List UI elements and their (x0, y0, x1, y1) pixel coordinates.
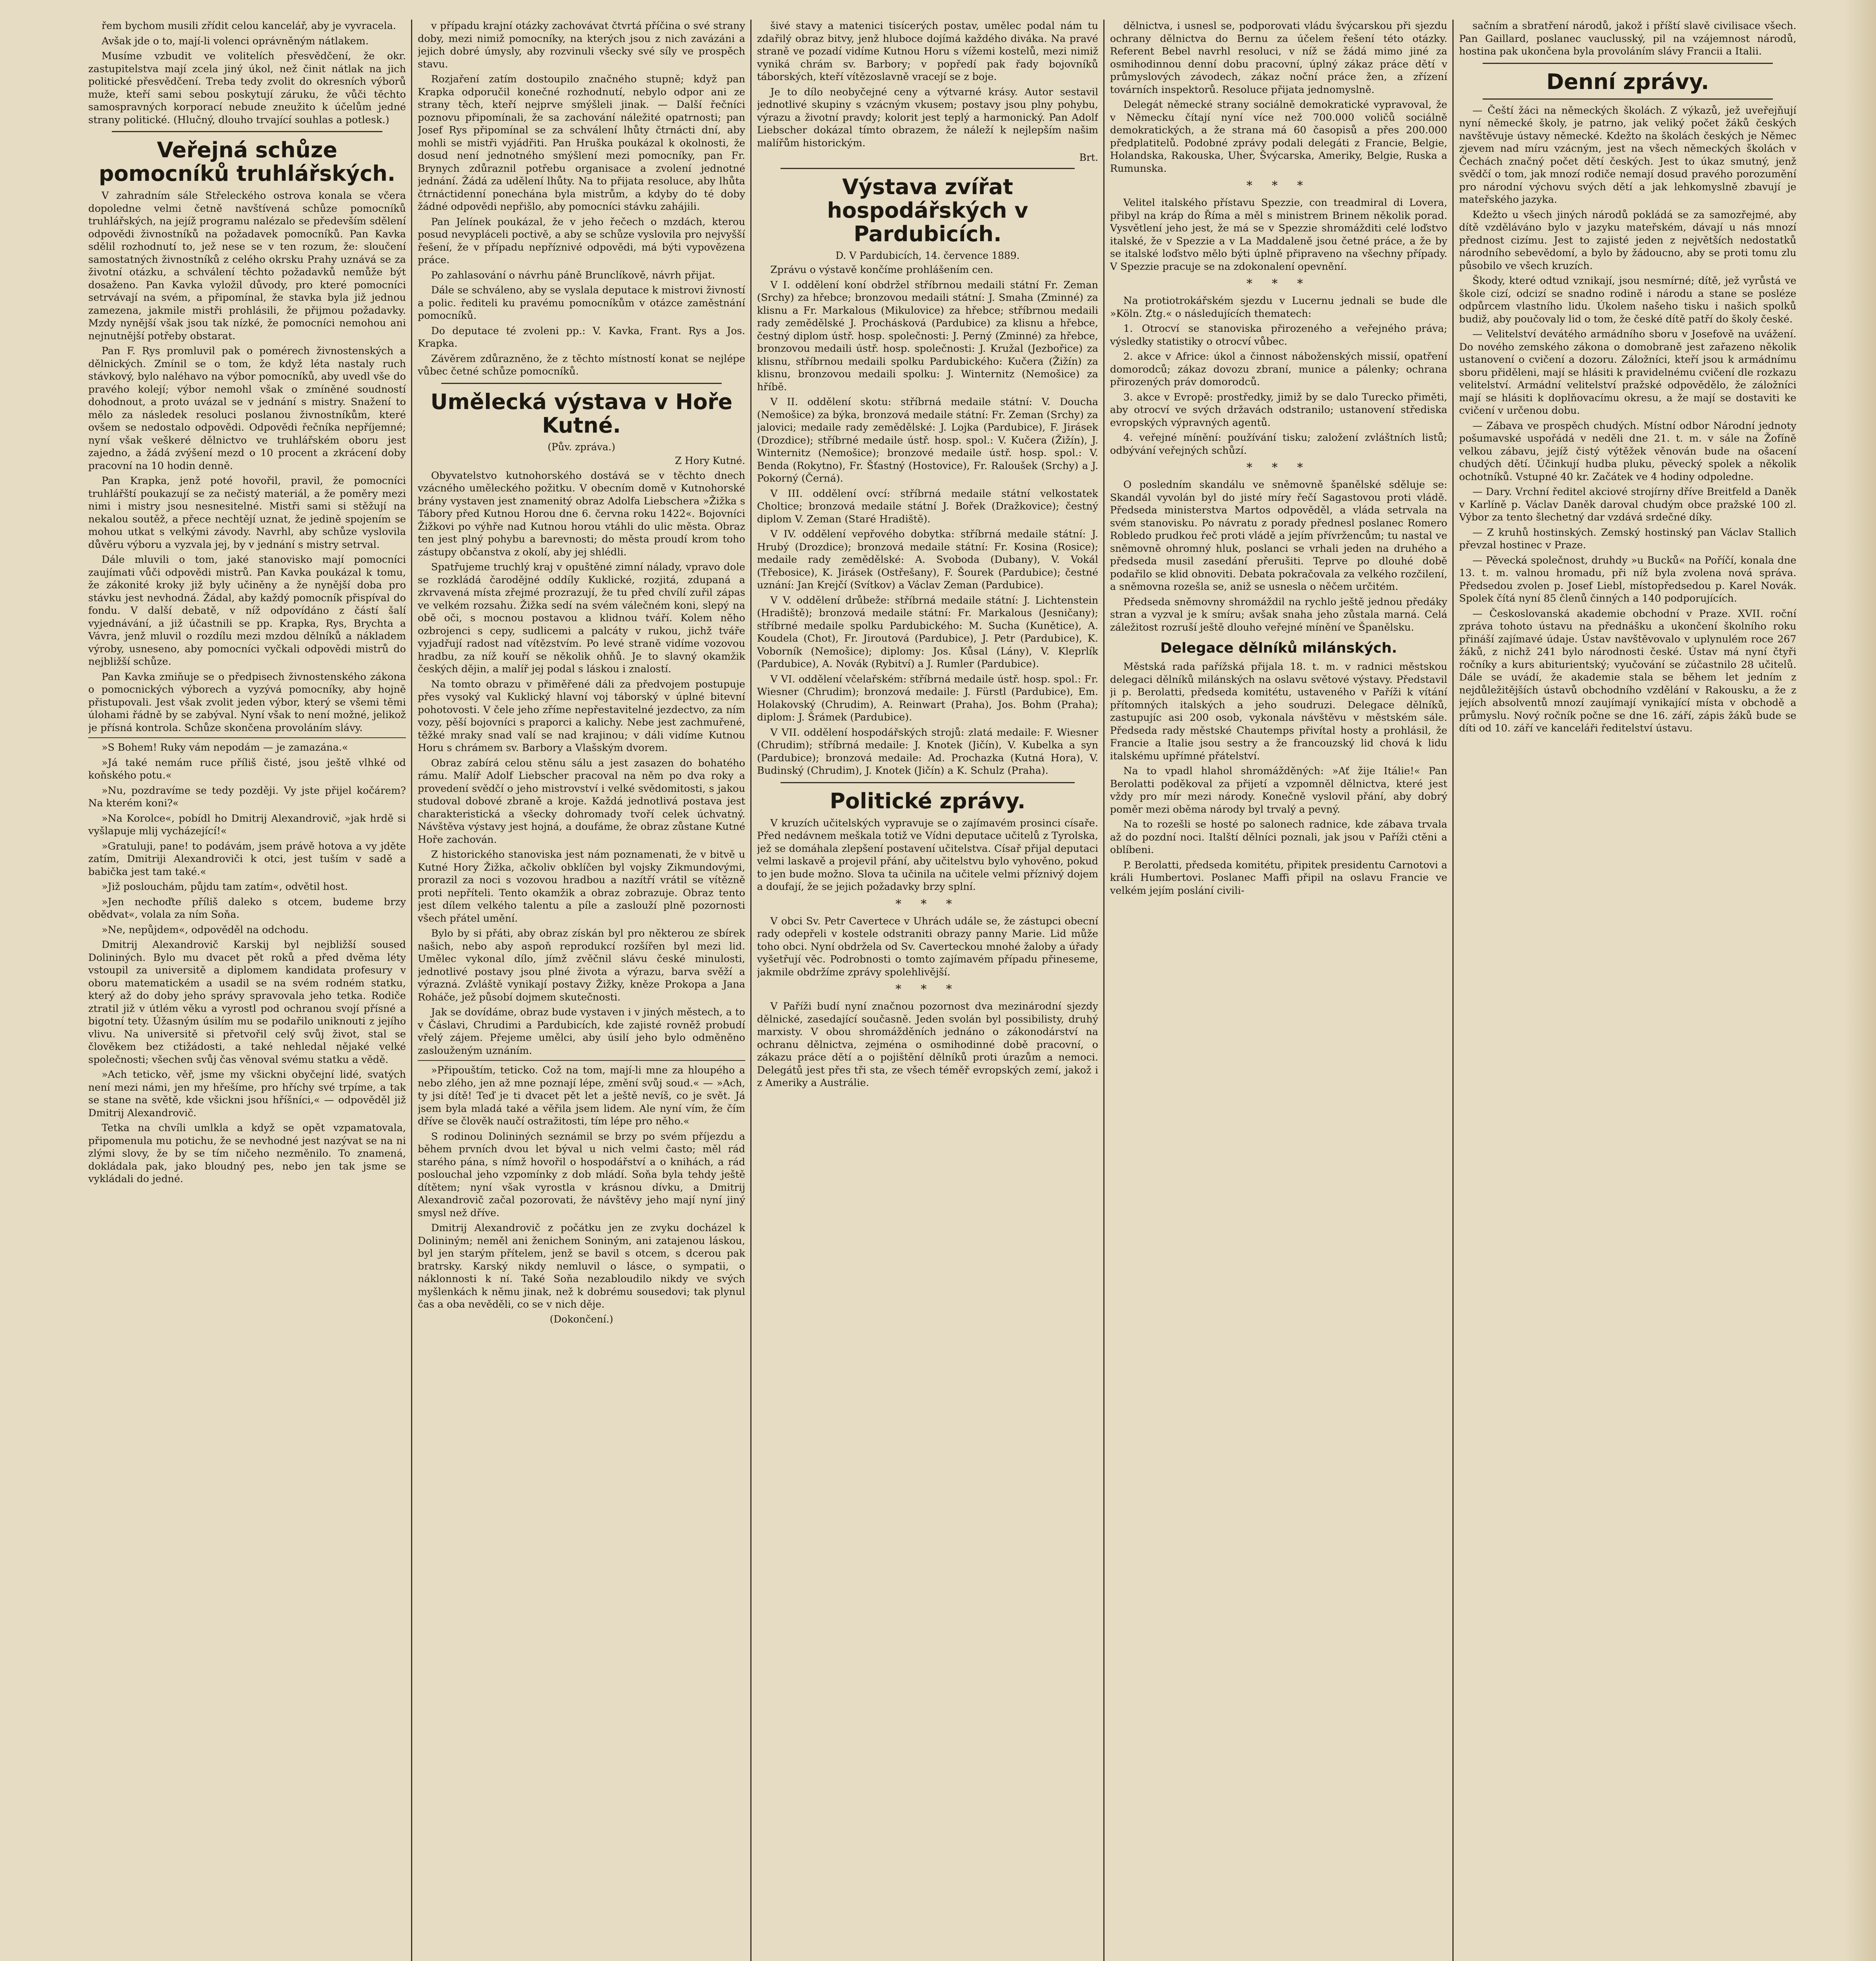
feuilleton-paragraph: »Jen nechoďte příliš daleko s otcem, budeme brzy obědvat«, volala za ním Soňa. (88, 896, 406, 920)
article-paragraph: Pan Kavka zmiňuje se o předpisech živnostenského zákona o pomocnických výborech a vyzývá pomocníky, aby hojně přistupovali. Jest však zvolit jeden výbor, který se všemi těmi úlohami řádně by se zabýval. Nyní však to není možné, jelikož je přísná kontrola. Schůze skončena provoláním slávy. (88, 671, 406, 734)
article-paragraph: Do deputace té zvoleni pp.: V. Kavka, Frant. Rys a Jos. Krapka. (418, 325, 745, 349)
feuilleton-paragraph: »Já také nemám ruce příliš čisté, jsou ještě vlhké od koňského potu.« (88, 757, 406, 781)
article-dateline: D. V Pardubicích, 14. července 1889. (835, 250, 1020, 261)
article-source-note: (Pův. zpráva.) (548, 441, 615, 453)
article-paragraph: Avšak jde o to, mají-li volenci oprávněným nátlakem. (102, 35, 369, 47)
article-paragraph: Je to dílo neobyčejné ceny a výtvarné krásy. Autor sestavil jednotlivé skupiny s vzácným vkusem; postavy jsou plny pohybu, výrazu a životní pravdy; kolorit jest teplý a harmonický. Pan Adolf Liebscher dokázal tímto obrazem, že náleží k nejlepším našim malířům historickým. (757, 86, 1098, 149)
list-item: 1. Otrocví se stanoviska přirozeného a veřejného práva; výsledky statistiky o otrocví vůbec. (1110, 323, 1447, 347)
article-paragraph: Dále se schváleno, aby se vyslala deputace k mistrovi živností a polic. řediteli ku pravému pomocníkům v otázce zaměstnání pomocníků. (418, 284, 745, 322)
article-headline: Delegace dělníků milánských. (1160, 640, 1397, 656)
article-paragraph: V obci Sv. Petr Cavertece v Uhrách udále se, že zástupci obecní rady odepřeli v kostele odstraniti obrazy panny Marie. Lid může toho obci. Nyní obdržela od Sv. Caverteckou mnohé žaloby a úřady vyšetřují věc. Podrobnosti o tomto zajímavém případu přineseme, jakmile obdržíme zprávy spolehlivější. (757, 915, 1098, 978)
feuilleton-paragraph: Dmitrij Alexandrovič Karskij byl nejbližší soused Dolininých. Bylo mu dvacet pět roků a před dvěma léty vstoupil za universitě a diplomem kandidata profesury v oboru matematickém a usadil se na svém rodném statku, který až do doby jeho správy spravovala jeho tetka. Rodiče ztratil již v útlém věku a vyrostl pod ochranou svojí přísné a bigotní tety. Úžasným úsilím mu se podařilo uniknouti z jejího vlivu. Na universitě si přetvořil celý svůj život, stal se člověkem bez ctižádosti, a také nehledal nějaké velké společnosti; všechen svůj čas věnoval svému statku a vědě. (88, 939, 406, 1066)
feuilleton-paragraph: S rodinou Dolininých seznámil se brzy po svém příjezdu a během prvních dvou let býval u nich velmi často; měl rád starého pána, s nímž hovořil o hospodářství a o knihách, a rád poslouchal jeho vzpomínky z dob mládí. Soňa byla tehdy ještě dítětem; nyní však vyrostla v krásnou dívku, a Dmitrij Alexandrovič začal pozorovati, že návštěvy jeho mají nyní jiný smysl než dříve. (418, 1130, 745, 1219)
feuilleton-paragraph: »Ne, nepůjdem«, odpověděl na odchodu. (102, 924, 309, 936)
list-item: 3. akce v Evropě: prostředky, jimiž by se dalo Turecko přiměti, aby otrocví ve svých državách odstranilo; ustanovení střediska evropských výpravných agentů. (1110, 391, 1447, 429)
article-headline: Veřejná schůze pomocníků truhlářských. (98, 138, 396, 186)
article-paragraph: Předseda sněmovny shromáždil na rychlo ještě jednou předáky stran a vyzval je k smíru; avšak snaha jeho zůstala marná. Celá záležitost rozruší ještě dlouho veřejné mínění ve Španělsku. (1110, 596, 1447, 633)
article-paragraph: Pan F. Rys promluvil pak o pomérech živnostenských a dělnických. Zmínil se o tom, že když léta nastaly ruch stávkový, bylo naléhavo na výbor pomocníků, aby uvedl vše do pravého kolejí; výbor nemohl však o zmíněné soudností dohodnout, a proto uvázal se v jednání s mistry. Snažení to mělo za následek resoluci poslanou živnostníkům, které ovšem se nedostalo odpovědi. Odpovědi řečníka nepříjemné; nyní však veškeré dělnictvo ve truhlářském oboru jest zajedno, a žádá zvýšení mezd o 10 procent a zkrácení doby pracovní na 10 hodin denně. (88, 345, 406, 472)
feuilleton-paragraph: Tetka na chvíli umlkla a když se opět vzpamatovala, připomenula mu potichu, že se nevhodné jest nazývat se na ni zlými slovy, že by se tím ničeho nezměnilo. To znamená, dokládala pak, jako bloudný pes, nebo jen tak jsme se vykládali do jedné. (88, 1122, 406, 1185)
article-paragraph: V VII. oddělení hospodářských strojů: zlatá medaile: F. Wiesner (Chrudim); stříbrná medaile: J. Knotek (Jičín), V. Kubelka a syn (Pardubice); bronzová medaile: Ad. Prochazka (Kutná Hora), V. Budinský (Chrudim), J. Knotek (Jičín) a K. Schulz (Praha). (757, 726, 1098, 777)
article-paragraph: dělnictva, i usnesl se, podporovati vládu švýcarskou při sjezdu ochrany dělnictva do Bernu za účelem řešení této otázky. Referent Bebel navrhl resoluci, v níž se žádá mimo jiné za osmihodinnou denní dobu pracovní, úplný zákaz práce dětí v průmyslových závodech, zákaz noční práce žen, a zřízení továrních inspektorů. Resoluce přijata jednomyslně. (1110, 20, 1447, 96)
section-headline: Politické zprávy. (830, 788, 1026, 813)
column-rule (750, 20, 751, 1961)
article-paragraph: V V. oddělení drůbeže: stříbrná medaile státní: J. Lichtenstein (Hradiště); bronzová medaile státní: Fr. Markalous (Jesničany); stříbrné medaile spolku Pardubického: M. Sucha (Kunětice), A. Koudela (Chot), Fr. Jiroutová (Pardubice), J. Petr (Pardubice), K. Voborník (Nemošice); diplomy: Jos. Kůsal (Lány), V. Kleprlík (Pardubice), A. Novák (Rybitví) a J. Rumler (Pardubice). (757, 594, 1098, 670)
article-paragraph: v případu krajní otázky zachovávat čtvrtá příčina o své strany doby, mezi nimiž pomocníky, na kterých jsou z nich zavázáni a jejich dobré úmysly, aby rozvinuli všecky své síly ve prospěch stavu. (418, 20, 745, 70)
article-paragraph: Musíme vzbudit ve volitelích přesvědčení, že okr. zastupitelstva mají zcela jiný úkol, než činit nátlak na jich politické přesvědčení. Treba tedy zvolit do okresních výborů muže, kteří sami sebou poskytují záruku, že vůči těchto samospravných korporací nebude zneužito k účelům jedné strany politické. (Hlučný, dlouho trvající souhlas a potlesk.) (88, 50, 406, 126)
separator-stars: * * * (1246, 179, 1311, 193)
separator-stars: * * * (1246, 461, 1311, 475)
article-paragraph: řem bychom musili zřídit celou kancelář, aby je vyvracela. (102, 20, 396, 32)
article-paragraph: V VI. oddělení včelařském: stříbrná medaile ústř. hosp. spol.: Fr. Wiesner (Chrudim); bronzová medaile: J. Fürstl (Pardubice), Em. Holakovský (Chrudim), A. Reinwart (Praha), Jos. Bohm (Praha); diplom: J. Šrámek (Pardubice). (757, 673, 1098, 723)
feuilleton-paragraph: »Již poslouchám, půjdu tam zatím«, odvětil host. (102, 881, 348, 893)
section-divider (781, 168, 1075, 169)
article-paragraph: sačním a sbratření národů, jakož i příští slavě civilisace všech. Pan Gaillard, poslanec vauclusský, pil na vzájemnost národů, hostina pak ukončena byla provoláním slávy Francii a Italii. (1459, 20, 1796, 57)
article-paragraph: Po zahlasování o návrhu páně Brunclíkově, návrh přijat. (431, 269, 715, 281)
article-headline: Výstava zvířat hospodářských v Pardubicích. (827, 175, 1028, 246)
article-headline: Umělecká výstava v Hoře Kutné. (430, 389, 733, 438)
article-paragraph: Pan Jelínek poukázal, že v jeho řečech o mzdách, kterou posud nevypláceli poctivě, a aby se schůze vyslovila pro nejvyšší řešení, že v případu nepříznivé odpovědi, má býti vypovězena práce. (418, 216, 745, 266)
section-headline: Denní zprávy. (1546, 69, 1709, 94)
news-item: — Zábava ve prospěch chudých. Místní odbor Národní jednoty pošumavské uspořádá v neděli dne 21. t. m. v sále na Žofíně velkou zábavu, jejíž čistý výtěžek věnován bude na ošacení chudých dětí. Účinkují hudba pluku, pěvecký spolek a několik ochotníků. Vstupné 40 kr. Začátek ve 4 hodiny odpoledne. (1459, 420, 1796, 483)
article-paragraph: Bylo by si přáti, aby obraz získán byl pro některou ze sbírek našich, nebo aby aspoň reprodukcí rozšířen byl mezi lid. Umělec vykonal dílo, jímž zvěčnil slávu české minulosti, jednotlivé postavy jsou plné života a výrazu, barva svěží a výrazná. Zvláště vynikají postavy Žižky, kněze Prokopa a Jana Roháče, jež působí dojmem skutečnosti. (418, 928, 745, 1003)
section-divider (112, 131, 382, 132)
list-item: 2. akce v Africe: úkol a činnost náboženských missií, opatření domorodců; zákaz dovozu zbraní, munice a pálenky; ochrana přirozených práv domorodců. (1110, 351, 1447, 388)
continuation-note: (Dokončení.) (550, 1313, 613, 1325)
separator-stars: * * * (895, 897, 960, 911)
news-item: — Českoslovanská akademie obchodní v Praze. XVII. roční zpráva tohoto ústavu na přednášku a ukončení školního roku přináší zajímavé údaje. Ústav navštěvovalo v uplynulém roce 267 žáků, z nichž 241 bylo národnosti české. Ústav má nyní čtyři ročníky a kurs abiturientský; vyučování se zúčastnilo 28 učitelů. Dále se uvádí, že akademie stala se během let jedním z nejdůležitějších ústavů obchodního vzdělání v Rakousku, a že z jejích absolventů mnozí zaujímají vynikající místa v obchodě a průmyslu. Nový ročník počne se dne 16. září, zápis žáků bude se díti od 10. září ve kanceláři ředitelství ústavu. (1459, 608, 1796, 734)
feuilleton-divider (418, 1060, 745, 1061)
news-item: — Čeští žáci na německých školách. Z výkazů, jež uveřejňují nyní německé školy, je patrno, jak veliký počet žáků českých navštěvuje ústavy německé. Kdežto na školách českých je Němec zjevem nad míru vzácným, jest na všech německých školách v Čechách značný počet dětí českých. Jest to úkaz smutný, jenž svědčí o tom, jak mnozí rodiče nemají dosud pravého porozumění pro národní výchovu svých dětí a jak lehkomyslně zbavují je mateřského jazyka. (1459, 104, 1796, 206)
column-rule (411, 20, 412, 1961)
list-item: 4. veřejné mínění: používání tisku; založení zvláštních listů; odbývání veřejných schůzí. (1110, 432, 1447, 457)
news-item: Škody, které odtud vznikají, jsou nesmírné; dítě, jež vyrůstá ve škole cizí, odcizí se snadno rodině i národu a stane se posléze odpůrcem vlastního lidu. Úkolem našeho tisku i našich spolků budiž, aby poučovaly lid o tom, že české dítě patří do školy české. (1459, 275, 1796, 325)
article-paragraph: V kruzích učitelských vypravuje se o zajímavém prosinci císaře. Před nedávnem meškala totiž ve Vídni deputace učitelů z Tyrolska, jež se domáhala zlepšení postavení učitelstva. Císař přijal deputaci velmi laskavě a projevil přání, aby učitelstvu bylo vyhověno, pokud to jen bude možno. Slova ta učinila na učitele velmi příznivý dojem a doufají, že se jejich požadavky brzy splní. (757, 817, 1098, 893)
column-rule (1452, 20, 1454, 1961)
column-2 (418, 20, 745, 1961)
column-rule (1103, 20, 1104, 1961)
separator-stars: * * * (1246, 277, 1311, 291)
article-paragraph: Pan Krapka, jenž poté hovořil, pravil, že pomocníci truhlářští poukazují se za nečistý materiál, a že poměry mezi nimi i mistry jsou nesnesitelné. Mistři sami si stěžují na nekalou soutěž, a přece nechtějí uznat, že jedině spojením se mohou utkat s velkými závody. Navrhl, aby schůze vyslovila důvěru výboru a vyzvala jej, by v jednání s mistry setrval. (88, 475, 406, 551)
article-paragraph: Z historického stanoviska jest nám poznamenati, že v bitvě u Kutné Hory Žižka, ačkoliv obklíčen byl vojsky Zikmundovými, prorazil za noci s vozovou hradbou a nazítří vrátil se vítězně proti nepříteli. Tento okamžik a obraz zobrazuje. Obraz tento jest dílem velkého talentu a píle a zaslouží plně pozornosti všech přátel umění. (418, 849, 745, 924)
feuilleton-paragraph: »Na Korolce«, pobídl ho Dmitrij Alexandrovič, »jak hrdě si vyšlapuje mlij vycházející!« (88, 812, 406, 837)
article-signature: Brt. (1079, 152, 1098, 163)
article-paragraph: Rozjaření zatím dostoupilo značného stupně; když pan Krapka odporučil konečné rozhodnutí, nebylo odpor ani ze strany těch, kteří nejprve smýšleli jinak. — Další řečníci poznovu připomínali, že sa zachování náležité opatrnosti; pan Josef Rys připomínal se za schválení lhůty čtrnácti dní, aby mohli se mistři vyjádřiti. Pan Hruška poukázal k okolnosti, že dosud není jednotného smýšlení mezi pomocníky, pan Fr. Brynych zdůraznil potřebu organisace a zvolení jednotné jednání. Žádá za udělení lhůty. Na to přijata resoluce, aby lhůta čtrnáctidenní ponechána byla mistrům, a kdyby do té doby žádné odpovědi nepřišlo, aby pomocníci stávku zahájili. (418, 73, 745, 213)
article-paragraph: V I. oddělení koní obdržel stříbrnou medaili státní Fr. Zeman (Srchy) za hřebce; bronzovou medaili státní: J. Smaha (Zminné) za klisnu a Fr. Markalous (Mikulovice) za hřebce; stříbrnou medaili rady zemědělské J. Prochásková (Pardubice) za klisnu a hřebce, čestný diplom ústř. hosp. společnosti: J. Perný (Zminné) za hřebce, bronzovou medaili ústř. hosp. společnosti: J. Kružal (Jezbořice) za klisnu, stříbrnou medaili spolku Pardubického: Kučera (Žižín) za klisnu, bronzovou medaili spolku: J. Winternitz (Nemošice) za hříbě. (757, 279, 1098, 393)
paper-edge (1845, 0, 1876, 1961)
news-item: Kdežto u všech jiných národů pokládá se za samozřejmé, aby dítě vzděláváno bylo v jazyku mateřském, dávají u nás mnozí přednost cizímu. Jest to zajisté jeden z největších nedostatků národního sebevědomí, a bylo by žádoucno, aby se proti tomu zlu působilo ve všech kruzích. (1459, 209, 1796, 272)
article-paragraph: Spatřujeme truchlý kraj v opuštěné zimní nálady, vpravo dole se rozkládá čarodějné oddíly Kuklické, rozjitá, zdupaná a zkrvavená místa zřejmé prozrazují, že tu před chvílí zuřil zápas ve velkém rozsahu. Žižka sedí na svém válečném koni, slepý na obě oči, s mocnou postavou a klidnou tváří. Kolem něho ozbrojenci s cepy, sudlicemi a palcáty v rukou, jichž tváře vyjadřují radost nad vítězstvím. Po levé straně vidíme vozovou hradbu, za níž kouří se několik ohňů. Je to slavný okamžik českých dějin, a malíř jej podal s láskou i znalostí. (418, 561, 745, 675)
article-paragraph: Delegát německé strany sociálně demokratické vypravoval, že v Německu čítají nyní více než 700.000 voličů sociálně demokratických, a že strana má 60 časopisů a přes 200.000 předplatitelů. Podobné zprávy podali delegáti z Francie, Belgie, Holandska, Rakouska, Uher, Švýcarska, Ameriky, Belgie, Ruska a Rumunska. (1110, 99, 1447, 175)
article-paragraph: šivé stavy a matenici tisícerých postav, umělec podal nám tu zdařilý obraz bitvy, jenž hluboce dojímá každého diváka. Na pravé straně ve pozadí vidíme Kutnou Horu s vížemi kostelů, mezi nimiž vyniká chrám sv. Barbory; v popředí pak řady bojovníků táborských, kteří vítězoslavně vracejí se z boje. (757, 20, 1098, 83)
article-paragraph: Velitel italského přístavu Spezzie, con treadmiral di Lovera, přibyl na kráp do Říma a měl s ministrem Brinem několik porad. Vysvětlení jeho jest, že má se v Spezzie shromážditi celé loďstvo italské, že v Spezzie a v La Maddaleně jsou četné práce, a že by se italské loďstvo mělo býti úplně připraveno na všechny případy. V Spezzie pracuje se na zdokonalení opevnění. (1110, 197, 1447, 273)
article-paragraph: Zprávu o výstavě končíme prohlášením cen. (770, 264, 993, 276)
section-divider (441, 383, 722, 384)
section-divider (1483, 98, 1773, 100)
article-paragraph: Na to rozešli se hosté po salonech radnice, kde zábava trvala až do pozdní noci. Italští dělníci poznali, jak jsou v Paříži ctěni a oblíbeni. (1110, 819, 1447, 856)
article-paragraph: Městská rada pařížská přijala 18. t. m. v radnici městskou delegaci dělníků milánských na oslavu světové výstavy. Představil ji p. Berolatti, předseda komitétu, ustaveného v Paříži k vítání přítomných italských a jeho soudruzi. Delegace dělníků, zastupujíc asi 200 osob, vykonala návštěvu v městském sále. Předseda rady městské Chautemps přivítal hosty a prohlásil, že Francie a Italie jsou sestry a že francouzský lid chová k lidu italskému upřímné přátelství. (1110, 661, 1447, 762)
column-1 (88, 20, 406, 1961)
column-4 (1110, 20, 1447, 1961)
article-paragraph: Dále mluvili o tom, jaké stanovisko mají pomocníci zaujímati vůči odpovědi mistrů. Pan Kavka poukázal k tomu, že zákonité kroky již byly učiněny a že nynější doba pro stávku jest nevhodná. Žádal, aby každý pomocník přispíval do fondu. V další debatě, v níž odpovídáno z částí šalí vyjednávání, a již účastnili se pp. Krapka, Rys, Brychta a Vávra, jenž mluvil o rozdílu mezi mzdou dělníků a nákladem výroby, usneseno, aby pomocníci vyčkali odpovědi mistrů do nejbližší schůze. (88, 554, 406, 668)
feuilleton-divider (88, 737, 406, 738)
article-paragraph: Na tomto obrazu v přiměřené dáli za předvojem postupuje přes vysoký val Kuklický hlavní voj táborský v úplné bitevní pohotovosti. V čele jeho zříme nepřestavitelné jezdectvo, za ním vozy, pěší bojovníci s praporci a kalichy. Nebe jest zachmuřené, těžké mraky snad valí se nad krajinou; v dáli vidíme Kutnou Horu s chrámem sv. Barbory a Vlašským dvorem. (418, 678, 745, 754)
article-paragraph: V zahradním sále Střeleckého ostrova konala se včera dopoledne velmi četně navštívená schůze pomocníků truhlářských, na jejíž programu nalézalo se především sdělení odpovědi živnostníků na požadavek pomocníků. Pan Kavka sdělil rozhodnutí to, jež nese se v ten rozum, že: sloučení samostatných živnostníků z celého okrsku Prahy uznává se za životní otázku, a schválení těchto požadavků nemůže být dosaženo. Pan Kavka vyložil důvody, pro které pomocníci setrvávají na svém, a připomínal, že stavka byla již jednou zamezena, jakmile mistři prohlásili, že přijmou požadavky. Mzdy nynější však jsou tak nízké, že pomocníci nemohou ani nejnutnější potřeby obstarat. (88, 190, 406, 342)
separator-stars: * * * (895, 982, 960, 996)
section-divider (1483, 63, 1773, 64)
article-paragraph: Na protiotrokářském sjezdu v Lucernu jednali se bude dle »Köln. Ztg.« o následujících thematech: (1110, 295, 1447, 320)
article-paragraph: Obyvatelstvo kutnohorského dostává se v těchto dnech vzácného uměleckého požitku. V obecním domě v Kutnohorské brány vystaven jest znamenitý obraz Adolfa Liebschera »Žižka s Tábory před Kutnou Horou dne 6. června roku 1422«. Bojovníci Žižkovi po výhře nad Kutnou horou vtáhli do ulic města. Obraz ten jest plný pohybu a barevnosti; do města proudí krom toho zástupy občanstva z okolí, aby jej shlédli. (418, 469, 745, 558)
article-paragraph: Závěrem zdůrazněno, že z těchto místností konat se nejlépe vůbec četné schůze pomocníků. (418, 353, 745, 377)
feuilleton-paragraph: »Gratuluji, pane! to podávám, jsem právě hotova a vy jděte zatím, Dmitriji Alexandroviči k otci, jest tuším v sadě a babička jest tam také.« (88, 840, 406, 878)
article-paragraph: Na to vpadl hlahol shromážděných: »Ať žije Itálie!« Pan Berolatti poděkoval za přijetí a vzpomněl dělnictva, které jest vždy pro mír mezi národy. Konečně vyslovil přání, aby dobrý poměr mezi oběma národy byl trvalý a pevný. (1110, 765, 1447, 815)
article-paragraph: Jak se dovídáme, obraz bude vystaven i v jiných městech, a to v Čáslavi, Chrudimi a Pardubicích, kde zajisté rovněž probudí vřelý zájem. Přejeme umělci, aby úsilí jeho bylo odměněno zaslouženým uznáním. (418, 1006, 745, 1057)
article-dateline: Z Hory Kutné. (675, 455, 745, 466)
article-paragraph: V IV. oddělení vepřového dobytka: stříbrná medaile státní: J. Hrubý (Drozdice); bronzová medaile státní: Fr. Kosina (Rosice); medaile rady zemědělské: A. Svoboda (Dubany), V. Vokál (Třebosice), K. Jirásek (Ostřešany), F. Šourek (Pardubice); čestné uznání: Jan Krejčí (Svítkov) a Václav Zeman (Pardubice). (757, 528, 1098, 591)
news-item: — Dary. Vrchní ředitel akciové strojírny dříve Breitfeld a Daněk v Karlíně p. Václav Daněk daroval chudým obce pražské 100 zl. Výbor za tento šlechetný dar vzdává srdečné díky. (1459, 486, 1796, 523)
article-paragraph: O posledním skandálu ve sněmovně španělské sděluje se: Skandál vyvolán byl do jisté míry řečí Sagastovou proti vládě. Předseda ministerstva Martos odpověděl, a vláda setrvala na svém stanovisku. Po návratu z porady přednesl poslanec Romero Robledo prudkou řeč proti vládě a jejím přívržencům; tu nastal ve sněmovně ohromný hluk, poslanci se vrhali jeden na druhého a předseda musil zasedání přerušiti. Teprve po dlouhé době podařilo se klid obnoviti. Debata pokračovala za velkého rozčilení, a sněmovna rozešla se, aniž se usnesla o něčem určitém. (1110, 479, 1447, 593)
article-paragraph: P. Berolatti, předseda komitétu, připitek presidentu Carnotovi a králi Humbertovi. Poslanec Maffi připil na oslavu Francie ve velkém jejím poslání civili- (1110, 859, 1447, 897)
column-3 (757, 20, 1098, 1961)
feuilleton-paragraph: »Připouštím, teticko. Což na tom, mají-li mne za hloupého a nebo zlého, jen až mne poznají lépe, změní svůj soud.« — »Ach, ty jsi dítě! Teď je ti dvacet pět let a ještě nevíš, co je svět. Já jsem byla mladá také a věřila jsem lidem. Ale nyní vím, že čím dříve se člověk naučí ostražitosti, tím lépe pro něho.« (418, 1064, 745, 1127)
feuilleton-paragraph: »Ach teticko, věř, jsme my všickni obyčejní lidé, svatých není mezi námi, jen my hřešíme, pro hříchy své trpíme, a tak se stane na světě, kde všickni jsou hříšníci,« — odpověděl již Dmitrij Alexandrovič. (88, 1069, 406, 1119)
feuilleton-paragraph: »Nu, pozdravíme se tedy později. Vy jste přijel kočárem? Na kterém koni?« (88, 784, 406, 809)
news-item: — Velitelství devátého armádního sboru v Josefově na uvážení. Do nového zemského zákona o domobraně jest zařazeno několik ustanovení o cvičení a dozoru. Záložníci, kteří jsou k armádnímu sboru přiděleni, mají se hlásiti k pravidelnému cvičení dle rozkazu velitelství. Armádní velitelství pražské odpovědělo, že záložníci mají se hlásiti k doplňovacímu okresu, a že mají se dostaviti ke cvičení v určenou dobu. (1459, 328, 1796, 417)
column-5 (1459, 20, 1796, 1961)
feuilleton-paragraph: Dmitrij Alexandrovič z počátku jen ze zvyku docházel k Dolininým; neměl ani ženichem Soniným, ani zatajenou láskou, byl jen starým přítelem, jenž se bavil s otcem, s dcerou pak bratrsky. Karský nikdy nemluvil o lásce, o sympatii, o náklonnosti k ní. Také Soňa nezabloudilo nikdy ve svých myšlenkách k němu jinak, než k dobrému sousedovi; tak plynul čas a oba nevěděli, co se v nich děje. (418, 1222, 745, 1310)
section-divider (781, 782, 1075, 783)
article-paragraph: V Paříži budí nyní značnou pozornost dva mezinárodní sjezdy dělnické, zasedající současně. Jeden svolán byl possibilisty, druhý marxisty. V obou shromážděních jednáno o zákonodárství na ochranu dělnictva, zejména o osmihodinné době pracovní, o zákazu práce dětí a o pojištění dělníků proti úrazům a nemoci. Delegátů jest přes tři sta, ze všech téměř evropských zemí, jakož i z Ameriky a Austrálie. (757, 1001, 1098, 1089)
article-paragraph: Obraz zabírá celou stěnu sálu a jest zasazen do bohatého rámu. Malíř Adolf Liebscher pracoval na něm po dva roky a provedení svědčí o jeho mistrovství i velké svědomitosti, s jakou studoval dobové zbraně a kroje. Každá jednotlivá postava jest charakteristická a všecky dohromady tvoří celek úchvatný. Návštěva výstavy jest hojná, a doufáme, že obraz zůstane Kutné Hoře zachován. (418, 757, 745, 846)
article-paragraph: V II. oddělení skotu: stříbrná medaile státní: V. Doucha (Nemošice) za býka, bronzová medaile státní: Fr. Zeman (Srchy) za jalovici; medaile rady zemědělské: J. Lojka (Pardubice), F. Jirásek (Drozdice); stříbrné medaile ústř. hosp. spol.: V. Kučera (Žižín), J. Winternitz (Nemošice); bronzové medaile ústř. hosp. spol.: V. Benda (Rokytno), Fr. Šťastný (Hostovice), Fr. Raloušek (Srchy) a J. Pokorný (Černá). (757, 396, 1098, 484)
news-item: — Z kruhů hostinských. Zemský hostinský pan Václav Stallich převzal hostinec v Praze. (1459, 526, 1796, 551)
feuilleton-paragraph: »S Bohem! Ruky vám nepodám — je zamazána.« (102, 742, 348, 753)
article-paragraph: V III. oddělení ovcí: stříbrná medaile státní velkostatek Choltice; bronzová medaile státní J. Bořek (Dražkovice); čestný diplom V. Zeman (Staré Hradiště). (757, 488, 1098, 525)
news-item: — Pěvecká společnost, druhdy »u Bucků« na Poříčí, konala dne 13. t. m. valnou hromadu, při níž byla zvolena nová správa. Předsedou zvolen p. Josef Liebl, místopředsedou p. Karel Novák. Spolek čítá nyní 85 členů činných a 140 podporujících. (1459, 554, 1796, 604)
